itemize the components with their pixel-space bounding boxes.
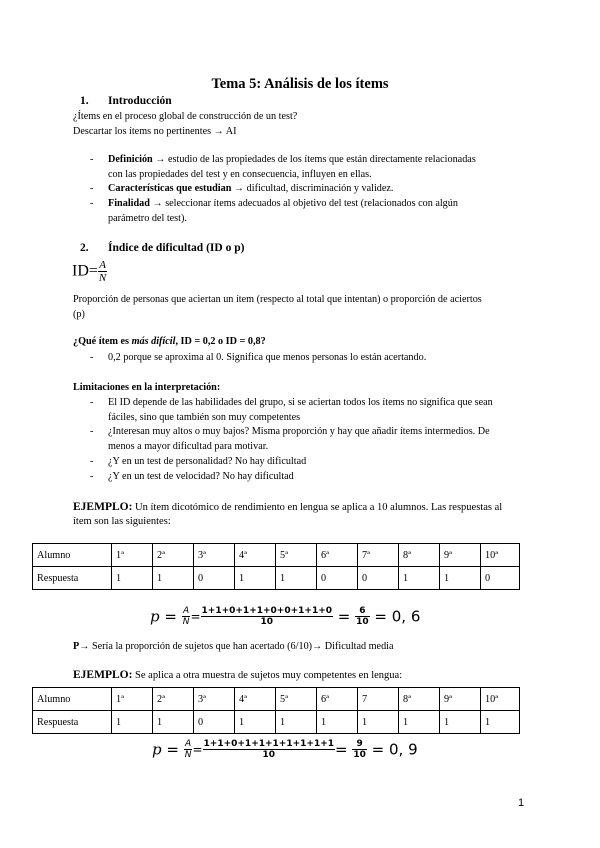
- example-1-table: [32, 543, 520, 590]
- limitation-item: - ¿Y en un test de velocidad? No hay dificultad: [90, 471, 294, 482]
- limitations-heading: Limitaciones en la interpretación:: [73, 382, 221, 393]
- table-row: Respuesta 1 1 0 1 1 0 0 1 1 0: [33, 567, 520, 590]
- intro-line-2: Descartar los ítems no pertinentes → AI: [73, 126, 237, 137]
- section-2-number: 2.: [80, 242, 89, 254]
- limitation-item: - El ID depende de las habilidades del grupo, si se aciertan todos los ítems no significa que sean fáciles, sino que también son muy competentes: [90, 397, 493, 423]
- intro-line-1: ¿Ítems en el proceso global de construcción de un test?: [73, 111, 298, 122]
- question-answer: - 0,2 porque se aproxima al 0. Significa que menos personas lo están acertando.: [90, 352, 427, 363]
- page-title: Tema 5: Análisis de los ítems: [211, 76, 389, 92]
- example-2-formula: p = $\frac{A}{N}$ = $\frac{1+1+0+1+1+1+1+1+1+1}{10}$ = $\frac{9}{10}$ = 0, 9: [152, 739, 418, 760]
- bullet-finalidad: - Finalidad → seleccionar ítems adecuados al objetivo del test (relacionados con algún parámetro del test).: [90, 198, 458, 224]
- example-1-conclusion: P→ Sería la proporción de sujetos que han acertado (6/10)→ Dificultad media: [73, 641, 394, 652]
- table-row: Alumno 1ª 2ª 3ª 4ª 5ª 6ª 7 8ª 9ª 10ª: [33, 688, 520, 711]
- section-1-number: 1.: [80, 95, 89, 107]
- table-row: Respuesta 1 1 0 1 1 1 1 1 1 1: [33, 711, 520, 734]
- id-formula: ID= $\frac{A}{N}$: [72, 259, 107, 284]
- limitation-item: - ¿Y en un test de personalidad? No hay dificultad: [90, 456, 307, 467]
- bullet-caracteristicas: - Características que estudian → dificultad, discriminación y validez.: [90, 183, 394, 194]
- example-1-formula: p = $\frac{A}{N}$ = $\frac{1+1+0+1+1+0+0+1+1+0}{10}$ = $\frac{6}{10}$ = 0, 6: [150, 606, 421, 627]
- section-2-heading: Índice de dificultad (ID o p): [108, 242, 245, 254]
- question: ¿Qué ítem es más difícil, ID = 0,2 o ID = 0,8?: [73, 336, 266, 347]
- proportion-line-1: Proporción de personas que aciertan un ítem (respecto al total que intentan) o proporción de aciertos: [73, 294, 482, 305]
- table-row: Alumno 1ª 2ª 3ª 4ª 5ª 6ª 7ª 8ª 9ª 10ª: [33, 544, 520, 567]
- limitation-item: - ¿Interesan muy altos o muy bajos? Misma proporción y hay que añadir ítems intermedios. De menos a mayor dificultad para motivar.: [90, 426, 490, 452]
- proportion-line-2: (p): [73, 309, 85, 320]
- section-1-heading: Introducción: [108, 95, 172, 107]
- example-2-text: EJEMPLO: Se aplica a otra muestra de sujetos muy competentes en lengua:: [73, 669, 403, 681]
- page-number: 1: [518, 797, 525, 809]
- bullet-definicion: - Definición → estudio de las propiedades de los ítems que están directamente relacionadas con las propiedades del test y en consecuencia, influyen en ellas.: [90, 154, 476, 180]
- example-2-table: [32, 687, 520, 734]
- example-1-text: EJEMPLO: Un ítem dicotómico de rendimiento en lengua se aplica a 10 alumnos. Las respuestas al ítem son las siguientes:: [73, 501, 503, 527]
